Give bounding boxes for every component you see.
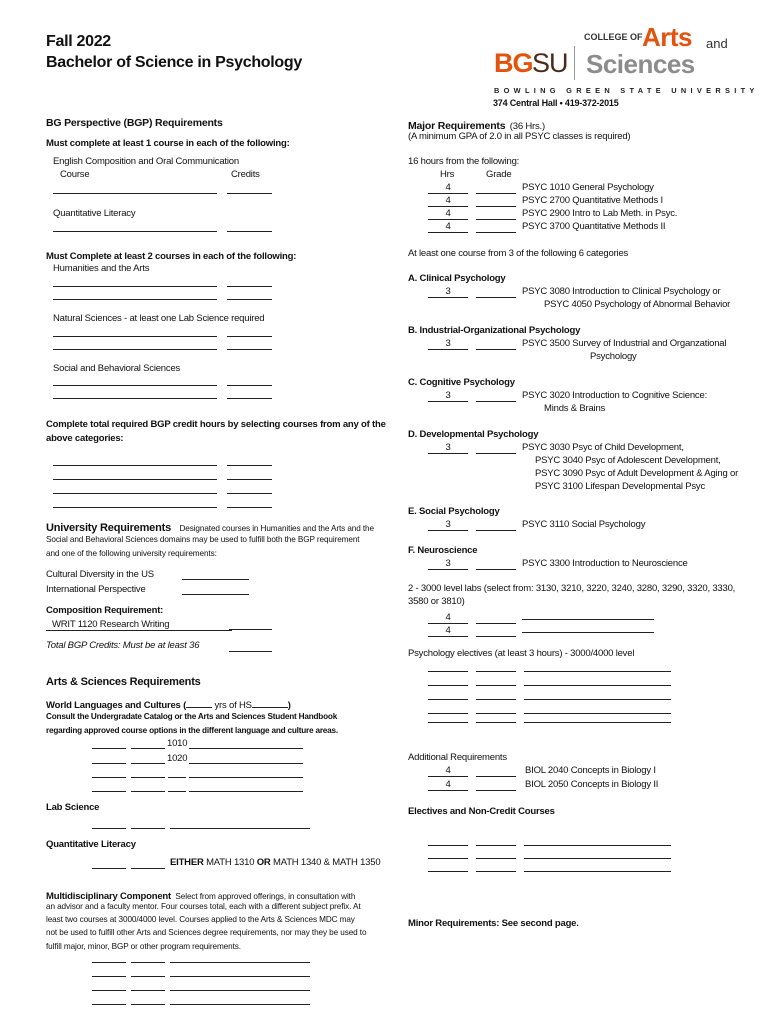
must-complete-1: Must complete at least 1 course in each of the following: [46, 138, 290, 149]
math-options [170, 857, 380, 868]
or-label: OR [256, 857, 271, 868]
cultural-diversity-label: Cultural Diversity in the US [46, 569, 154, 580]
bgsu-logo [494, 22, 759, 102]
cat-a-title: A. Clinical Psychology [408, 273, 506, 284]
grade-line[interactable] [476, 558, 516, 570]
mdc-line[interactable] [131, 976, 165, 977]
contact-info: 374 Central Hall • 419-372-2015 [493, 98, 619, 108]
biol-hrs: 4 [428, 765, 468, 777]
lab-row [428, 622, 654, 637]
elective-grade-line[interactable] [476, 685, 516, 686]
cat-e-title: E. Social Psychology [408, 506, 500, 517]
credit-line[interactable] [227, 465, 272, 466]
cat-a-row [428, 286, 720, 298]
core-row [428, 182, 654, 194]
cat-hrs: 3 [428, 338, 468, 350]
nc-hrs-line[interactable] [428, 845, 468, 846]
lang-line[interactable] [131, 777, 165, 778]
course-line[interactable] [53, 231, 217, 232]
cat-d-row [428, 442, 684, 454]
major-hrs: (36 Hrs.) [509, 121, 545, 132]
course-line[interactable] [53, 336, 217, 337]
grade-line[interactable] [476, 208, 516, 220]
core-hrs: 4 [428, 195, 468, 207]
mdc-line[interactable] [170, 976, 310, 977]
core-course: PSYC 3700 Quantitative Methods II [522, 221, 666, 232]
course-line[interactable] [53, 465, 217, 466]
mdc-5: fulfill major, minor, BGP or other program requirements. [46, 942, 241, 951]
sixteen-hours: 16 hours from the following: [408, 156, 520, 167]
cat-d-course-2: PSYC 3040 Psyc of Adolescent Development, [535, 455, 721, 466]
grade-line[interactable] [476, 338, 516, 350]
grade-line[interactable] [476, 221, 516, 233]
intl-line[interactable] [182, 594, 249, 595]
cultural-line[interactable] [182, 579, 249, 580]
lab-hrs: 4 [428, 612, 468, 624]
mdc-1: Select from approved offerings, in consultation with [175, 892, 356, 901]
lang-line[interactable] [168, 791, 186, 792]
writ-credit-line[interactable] [229, 629, 272, 630]
logo-sciences: Sciences [586, 49, 695, 79]
cat-d-course-1: PSYC 3030 Psyc of Child Development, [522, 442, 684, 453]
mdc-line[interactable] [131, 1004, 165, 1005]
credit-line[interactable] [227, 385, 272, 386]
elective-course-line[interactable] [524, 685, 671, 686]
course-line[interactable] [53, 398, 217, 399]
must-complete-2: Must Complete at least 2 courses in each of the following: [46, 251, 297, 262]
univ-desc-3: and one of the following university requirements: [46, 549, 217, 558]
cat-e-course-1: PSYC 3110 Social Psychology [522, 519, 646, 530]
mdc-line[interactable] [92, 990, 126, 991]
credit-line[interactable] [227, 286, 272, 287]
course-line[interactable] [53, 349, 217, 350]
consult-1: Consult the Undergradate Catalog or the Arts and Sciences Student Handbook [46, 712, 338, 721]
elective-hrs-line[interactable] [428, 713, 468, 714]
course-line[interactable] [53, 385, 217, 386]
mdc-3: least two courses at 3000/4000 level. Courses applied to the Arts & Sciences MDC may [46, 915, 355, 924]
bgp-title: BG Perspective (BGP) Requirements [46, 117, 223, 129]
cat-f-title: F. Neuroscience [408, 545, 478, 556]
univ-title: University Requirements [46, 522, 171, 534]
cat-d-title: D. Developmental Psychology [408, 429, 539, 440]
lang-line[interactable] [189, 777, 303, 778]
mdc-2: an advisor and a faculty mentor. Four courses total, each with a different subject prefix. At [46, 902, 361, 911]
lab-line[interactable] [92, 828, 126, 829]
credit-line[interactable] [227, 398, 272, 399]
cat-f-course-1: PSYC 3300 Introduction to Neuroscience [522, 558, 688, 569]
biol-2050: BIOL 2050 Concepts in Biology II [525, 779, 659, 790]
mdc-line[interactable] [170, 962, 310, 963]
nc-hrs-line[interactable] [428, 871, 468, 872]
mdc-line[interactable] [170, 1004, 310, 1005]
degree-title: Bachelor of Science in Psychology [46, 54, 302, 71]
elective-course-line[interactable] [524, 713, 671, 714]
lang-line[interactable] [92, 748, 126, 749]
lang-line[interactable] [92, 777, 126, 778]
eng-comp-label: English Composition and Oral Communication [53, 156, 239, 167]
additional-label: Additional Requirements [408, 752, 507, 763]
cat-c-course-2: Minds & Brains [544, 403, 606, 414]
credit-line[interactable] [227, 507, 272, 508]
core-course: PSYC 1010 General Psychology [522, 182, 654, 193]
core-row [428, 221, 665, 233]
core-hrs: 4 [428, 182, 468, 194]
quant-lit-label: Quantitative Literacy [53, 208, 136, 219]
cat-a-course-1: PSYC 3080 Introduction to Clinical Psychology or [522, 286, 721, 297]
grade-line[interactable] [476, 519, 516, 531]
grade-line[interactable] [476, 442, 516, 454]
labs-note-2: 3580 or 3810) [408, 596, 465, 607]
cat-d-course-3: PSYC 3090 Psyc of Adult Development & Aging or [535, 468, 739, 479]
total-bgp-line[interactable] [229, 651, 272, 652]
lang-line[interactable] [189, 748, 303, 749]
elective-hrs-line[interactable] [428, 722, 468, 723]
nc-course-line[interactable] [524, 845, 671, 846]
lang-line[interactable] [189, 763, 303, 764]
credit-line[interactable] [227, 299, 272, 300]
lang-1020: 1020 [167, 753, 188, 764]
mdc-line[interactable] [92, 976, 126, 977]
elective-grade-line[interactable] [476, 671, 516, 672]
lab-line[interactable] [131, 828, 165, 829]
grade-line[interactable] [476, 390, 516, 402]
credits-col-label: Credits [231, 169, 260, 180]
lang-line[interactable] [131, 763, 165, 764]
cat-e-row [428, 519, 645, 531]
lab-science-label: Lab Science [46, 802, 100, 813]
credit-line[interactable] [227, 231, 272, 232]
logo-bg: BG [494, 48, 533, 78]
major-title: Major Requirements [408, 120, 506, 132]
math-line[interactable] [92, 868, 126, 869]
core-course: PSYC 2700 Quantitative Methods I [522, 195, 663, 206]
math1340-label: MATH 1340 & MATH 1350 [273, 857, 381, 868]
grade-line[interactable] [476, 182, 516, 194]
labs-note-1: 2 - 3000 level labs (select from: 3130, 3210, 3220, 3240, 3280, 3290, 3320, 3330, [408, 583, 736, 594]
wl-yrs: yrs of HS [214, 700, 252, 711]
core-hrs: 4 [428, 208, 468, 220]
elective-hrs-line[interactable] [428, 699, 468, 700]
course-line[interactable] [53, 493, 217, 494]
credit-line[interactable] [227, 349, 272, 350]
cat-c-course-1: PSYC 3020 Introduction to Cognitive Science: [522, 390, 708, 401]
mdc-title: Multidisciplinary Component [46, 891, 171, 902]
complete-total-label: Complete total required BGP credit hours by selecting courses from any of the above categories: [46, 419, 386, 444]
quant-lit-2-label: Quantitative Literacy [46, 839, 136, 850]
cat-hrs: 3 [428, 390, 468, 402]
course-line[interactable] [53, 507, 217, 508]
wl-close: ) [287, 700, 291, 711]
nc-grade-line[interactable] [476, 871, 516, 872]
logo-arts: Arts [642, 22, 693, 52]
humanities-label: Humanities and the Arts [53, 263, 150, 274]
nc-course-line[interactable] [524, 858, 671, 859]
minor-requirements-label: Minor Requirements: See second page. [408, 918, 579, 929]
elective-hrs-line[interactable] [428, 671, 468, 672]
biol-hrs: 4 [428, 779, 468, 791]
world-languages-label [46, 697, 291, 711]
lab-course-line[interactable] [522, 609, 654, 620]
core-row [428, 195, 663, 207]
lang-line[interactable] [189, 791, 303, 792]
grade-line[interactable] [476, 625, 516, 637]
core-row [428, 208, 677, 220]
hrs-col-label: Hrs [440, 169, 455, 180]
logo-su: SU [532, 48, 568, 78]
biol-row [428, 765, 656, 777]
nc-grade-line[interactable] [476, 845, 516, 846]
course-line[interactable] [53, 299, 217, 300]
core-hrs: 4 [428, 221, 468, 233]
logo-university: BOWLING GREEN STATE UNIVERSITY [494, 86, 759, 95]
elective-grade-line[interactable] [476, 722, 516, 723]
elective-grade-line[interactable] [476, 713, 516, 714]
at-least-one-label: At least one course from 3 of the following 6 categories [408, 248, 629, 259]
grade-col-label: Grade [486, 169, 512, 180]
lang-1010: 1010 [167, 738, 188, 749]
logo-divider [574, 46, 575, 80]
cat-d-course-4: PSYC 3100 Lifespan Developmental Psyc [535, 481, 706, 492]
cat-b-title: B. Industrial-Organizational Psychology [408, 325, 581, 336]
cat-hrs: 3 [428, 558, 468, 570]
cat-b-course-2: Psychology [590, 351, 637, 362]
writ-1120: WRIT 1120 Research Writing [46, 619, 232, 631]
cat-hrs: 3 [428, 442, 468, 454]
wl-yrs-field[interactable] [186, 697, 212, 708]
lab-hrs: 4 [428, 625, 468, 637]
nc-grade-line[interactable] [476, 858, 516, 859]
lang-line[interactable] [92, 791, 126, 792]
cat-f-row [428, 558, 688, 570]
electives-nc-label: Electives and Non-Credit Courses [408, 806, 555, 817]
lab-line[interactable] [170, 828, 310, 829]
credit-line[interactable] [227, 336, 272, 337]
social-sciences-label: Social and Behavioral Sciences [53, 363, 181, 374]
lang-line[interactable] [168, 777, 186, 778]
grade-line[interactable] [476, 286, 516, 298]
mdc-4: not be used to fulfill other Arts and Sciences degree requirements, nor may they be used to [46, 928, 367, 937]
cat-b-course-1: PSYC 3500 Survey of Industrial and Organzational [522, 338, 727, 349]
nc-course-line[interactable] [524, 871, 671, 872]
mdc-line[interactable] [170, 990, 310, 991]
grade-line[interactable] [476, 195, 516, 207]
core-course: PSYC 2900 Intro to Lab Meth. in Psyc. [522, 208, 678, 219]
cat-a-course-2: PSYC 4050 Psychology of Abnormal Behavior [544, 299, 731, 310]
composition-label: Composition Requirement: [46, 605, 164, 616]
intl-perspective-label: International Perspective [46, 584, 146, 595]
cat-hrs: 3 [428, 286, 468, 298]
elective-course-line[interactable] [524, 722, 671, 723]
credit-line[interactable] [227, 193, 272, 194]
elective-course-line[interactable] [524, 699, 671, 700]
mdc-line[interactable] [131, 962, 165, 963]
wl-title: World Languages and Cultures ( [46, 700, 187, 711]
univ-desc-1: Designated courses in Humanities and the Arts and the [179, 524, 374, 533]
gpa-note: (A minimum GPA of 2.0 in all PSYC classes is required) [408, 131, 631, 142]
grade-line[interactable] [476, 779, 516, 791]
lang-line[interactable] [131, 791, 165, 792]
term-title: Fall 2022 [46, 33, 111, 50]
mdc-line[interactable] [92, 1004, 126, 1005]
cat-c-title: C. Cognitive Psychology [408, 377, 515, 388]
mdc-line[interactable] [131, 990, 165, 991]
cat-b-row [428, 338, 726, 350]
logo-college-of: COLLEGE OF [584, 32, 643, 42]
univ-desc-2: Social and Behavioral Sciences domains may be used to fulfill both the BGP requirement [46, 535, 360, 544]
course-col-label: Course [60, 169, 90, 180]
math-line[interactable] [131, 868, 165, 869]
lang-line[interactable] [92, 763, 126, 764]
grade-line[interactable] [476, 765, 516, 777]
logo-and: and [706, 36, 728, 51]
biol-row [428, 779, 658, 791]
natural-sciences-label: Natural Sciences - at least one Lab Science required [53, 313, 265, 324]
either-label: EITHER [170, 857, 204, 868]
total-bgp-label: Total BGP Credits: Must be at least 36 [46, 640, 200, 651]
credit-line[interactable] [227, 479, 272, 480]
wl-hs-field[interactable] [252, 697, 288, 708]
course-line[interactable] [53, 479, 217, 480]
nc-hrs-line[interactable] [428, 858, 468, 859]
lab-course-line[interactable] [522, 622, 654, 633]
course-line[interactable] [53, 286, 217, 287]
mdc-line[interactable] [92, 962, 126, 963]
electives-label: Psychology electives (at least 3 hours) - 3000/4000 level [408, 648, 635, 659]
elective-grade-line[interactable] [476, 699, 516, 700]
credit-line[interactable] [227, 493, 272, 494]
biol-2040: BIOL 2040 Concepts in Biology I [525, 765, 656, 776]
course-line[interactable] [53, 193, 217, 194]
elective-hrs-line[interactable] [428, 685, 468, 686]
math1310-label: MATH 1310 [206, 857, 255, 868]
as-title: Arts & Sciences Requirements [46, 676, 201, 688]
cat-c-row [428, 390, 707, 402]
lang-line[interactable] [131, 748, 165, 749]
consult-2: regarding approved course options in the different language and culture areas. [46, 726, 338, 735]
cat-hrs: 3 [428, 519, 468, 531]
elective-course-line[interactable] [524, 671, 671, 672]
